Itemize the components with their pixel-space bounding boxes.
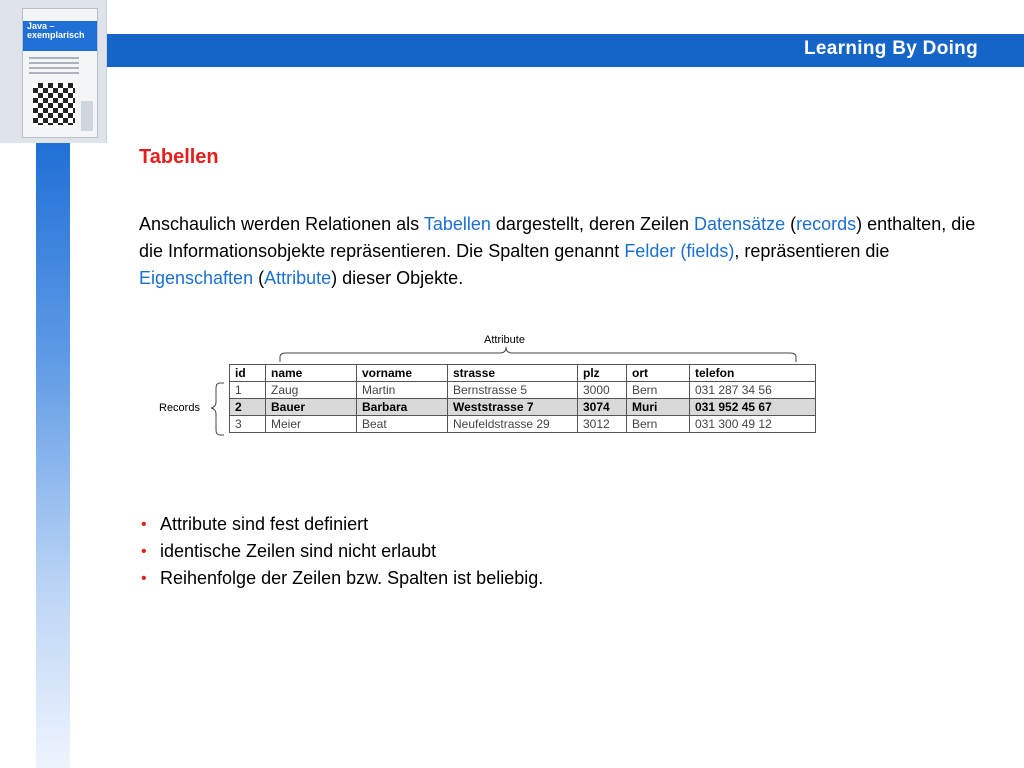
column-header: plz xyxy=(578,365,627,382)
table-cell: 031 952 45 67 xyxy=(690,399,816,416)
table-cell: 3 xyxy=(230,416,266,433)
bullet-icon: • xyxy=(141,570,147,587)
slide-heading: Tabellen xyxy=(139,146,219,168)
bullet-item xyxy=(139,511,543,538)
table-cell: Bern xyxy=(627,382,690,399)
table-cell: Zaug xyxy=(266,382,357,399)
bullet-text: Attribute sind fest definiert xyxy=(160,514,369,534)
paragraph-text: Anschaulich werden Relationen als xyxy=(139,214,424,234)
book-text-lines xyxy=(29,57,79,77)
column-header: vorname xyxy=(357,365,448,382)
column-header: ort xyxy=(627,365,690,382)
table-header-row xyxy=(230,365,816,382)
paragraph-text: dargestellt, deren Zeilen xyxy=(490,214,695,234)
intro-paragraph xyxy=(139,211,999,292)
book-cover-image xyxy=(0,0,107,143)
relation-table xyxy=(229,364,816,433)
paragraph-text: ( xyxy=(785,214,797,234)
book-front xyxy=(22,8,98,138)
book-title-line1: Java – xyxy=(27,21,55,31)
table-cell: Muri xyxy=(627,399,690,416)
table-cell: 3074 xyxy=(578,399,627,416)
chessboard-icon xyxy=(33,83,75,125)
records-label: Records xyxy=(159,402,200,414)
table-cell: Bern xyxy=(627,416,690,433)
table-cell: 3000 xyxy=(578,382,627,399)
table-cell: Bernstrasse 5 xyxy=(448,382,578,399)
table-row xyxy=(230,399,816,416)
table-cell: Bauer xyxy=(266,399,357,416)
bullet-icon: • xyxy=(141,543,147,560)
table-cell: 1 xyxy=(230,382,266,399)
bullet-item xyxy=(139,565,543,592)
attribute-label: Attribute xyxy=(484,334,525,346)
table-cell: Neufeldstrasse 29 xyxy=(448,416,578,433)
relation-diagram xyxy=(150,330,830,445)
book-title-line2: exemplarisch xyxy=(27,30,85,40)
column-header: name xyxy=(266,365,357,382)
paragraph-text: , repräsentieren die xyxy=(734,241,890,261)
table-cell: 3012 xyxy=(578,416,627,433)
bullet-text: Reihenfolge der Zeilen bzw. Spalten ist beliebig. xyxy=(160,568,544,588)
table-cell: 031 287 34 56 xyxy=(690,382,816,399)
table-cell: Meier xyxy=(266,416,357,433)
highlighted-term: records xyxy=(796,214,857,234)
column-header: telefon xyxy=(690,365,816,382)
paragraph-text: ) dieser Objekte. xyxy=(331,268,464,288)
column-header: id xyxy=(230,365,266,382)
table-row xyxy=(230,416,816,433)
highlighted-term: Eigenschaften xyxy=(139,268,254,288)
table-cell: 2 xyxy=(230,399,266,416)
highlighted-term: Datensätze xyxy=(694,214,786,234)
table-cell: Martin xyxy=(357,382,448,399)
left-decorative-bar xyxy=(36,140,70,768)
book-title xyxy=(27,22,95,40)
bullet-text: identische Zeilen sind nicht erlaubt xyxy=(160,541,437,561)
highlighted-term: Felder (fields) xyxy=(624,241,735,261)
header-title: Learning By Doing xyxy=(804,38,978,59)
column-header: strasse xyxy=(448,365,578,382)
highlighted-term: Attribute xyxy=(264,268,332,288)
book-publisher-mark xyxy=(81,101,93,131)
records-brace xyxy=(211,383,224,435)
table-cell: Beat xyxy=(357,416,448,433)
table-cell: 031 300 49 12 xyxy=(690,416,816,433)
bullet-item xyxy=(139,538,543,565)
table-cell: Weststrasse 7 xyxy=(448,399,578,416)
bullet-list xyxy=(139,511,543,592)
attribute-brace xyxy=(280,347,796,362)
paragraph-text: ) enthalten, die die Informationsobjekte repräsentieren. Die Spalten genannt xyxy=(139,214,976,261)
paragraph-text: ( xyxy=(253,268,265,288)
bullet-icon: • xyxy=(141,516,147,533)
table-cell: Barbara xyxy=(357,399,448,416)
table-row xyxy=(230,382,816,399)
highlighted-term: Tabellen xyxy=(423,214,491,234)
